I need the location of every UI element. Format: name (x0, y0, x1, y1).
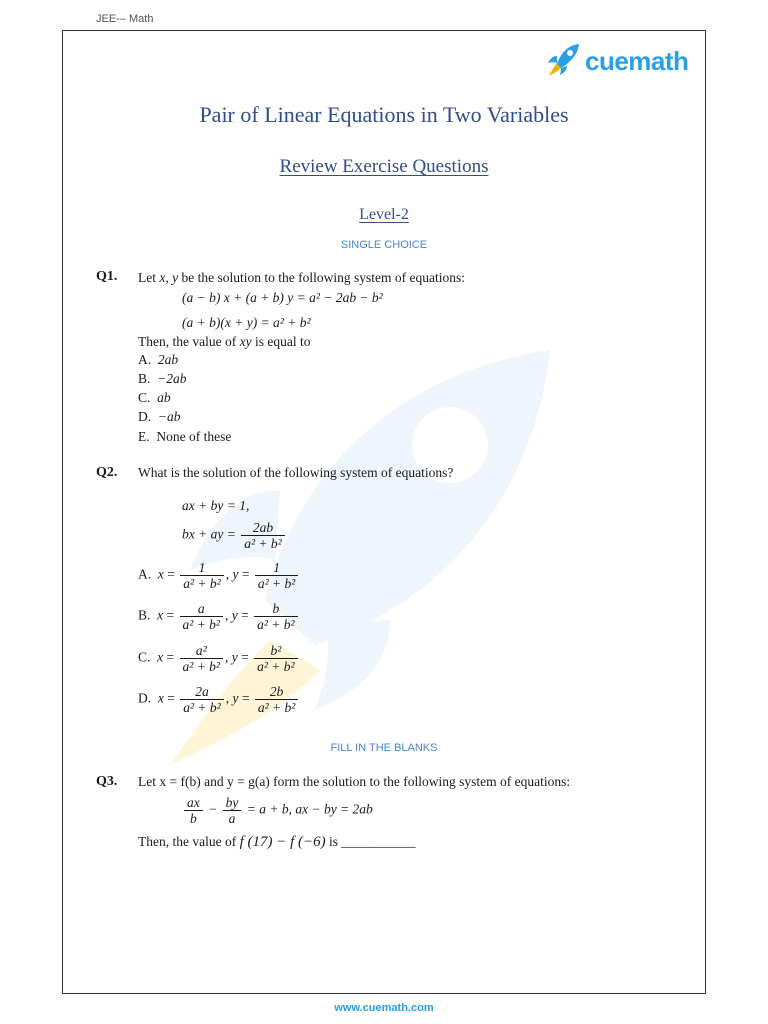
q3-number: Q3. (96, 774, 118, 789)
q2-stem: What is the solution of the following system of equations? (138, 465, 454, 480)
q3-equation: $\frac{ax}{b}$ − $\frac{by}{a}$ = a + b, ax − by = 2ab (182, 795, 373, 826)
q2-option-d: D. x = $\frac{2a}{\text{a² + b²}}$ , y = $\frac{2b}{\text{a² + b²}}$ (138, 684, 300, 715)
q2-option-b: B. x = $\frac{a}{\text{a² + b²}}$ , y = $\frac{b}{\text{a² + b²}}$ (138, 601, 300, 632)
q1-option-c: C. ab (138, 390, 171, 405)
running-header: JEE-– Math (96, 13, 154, 25)
q1-option-e: E. None of these (138, 429, 232, 444)
document-title: Pair of Linear Equations in Two Variables (199, 102, 569, 127)
q3-ask: Then, the value of f (17) − f (−6) is ___________ (138, 834, 416, 850)
q2-option-a: A. x = $\frac{1}{\text{a² + b²}}$ , y = $\frac{1}{\text{a² + b²}}$ (138, 560, 300, 591)
q1-option-a: A. 2ab (138, 352, 179, 367)
q1-stem: Let x, y be the solution to the following system of equations: (138, 270, 465, 285)
q1-number: Q1. (96, 269, 118, 284)
rocket-logo-icon (545, 42, 581, 80)
q1-option-b: B. −2ab (138, 371, 187, 386)
cuemath-logo (545, 42, 688, 80)
document-subtitle: Review Exercise Questions (279, 156, 489, 177)
level-heading: Level-2 (359, 206, 409, 223)
footer-url[interactable]: www.cuemath.com (334, 1002, 434, 1014)
q1-equation-1: (a − b) x + (a + b) y = a² − 2ab − b² (182, 290, 383, 305)
q1-option-d: D. −ab (138, 409, 181, 424)
logo-wordmark: cuemath (585, 45, 689, 76)
section-fill-in-the-blanks: FILL IN THE BLANKS (330, 742, 438, 754)
q1-equation-2: (a + b)(x + y) = a² + b² (182, 315, 311, 330)
section-single-choice: SINGLE CHOICE (340, 239, 428, 251)
q2-number: Q2. (96, 465, 118, 480)
q1-ask: Then, the value of xy is equal to (138, 334, 311, 349)
q3-stem: Let x = f(b) and y = g(a) form the solution to the following system of equations: (138, 774, 571, 789)
q2-equation-2: bx + ay = $\frac{2ab}{\text{a² + b²}}$ (182, 520, 287, 551)
q2-equation-1: ax + by = 1, (182, 498, 250, 513)
q2-option-c: C. x = $\frac{\text{a²}}{\text{a² + b²}}$ , y = $\frac{\text{b²}}{\text{a² + b²}}$ (138, 643, 300, 674)
